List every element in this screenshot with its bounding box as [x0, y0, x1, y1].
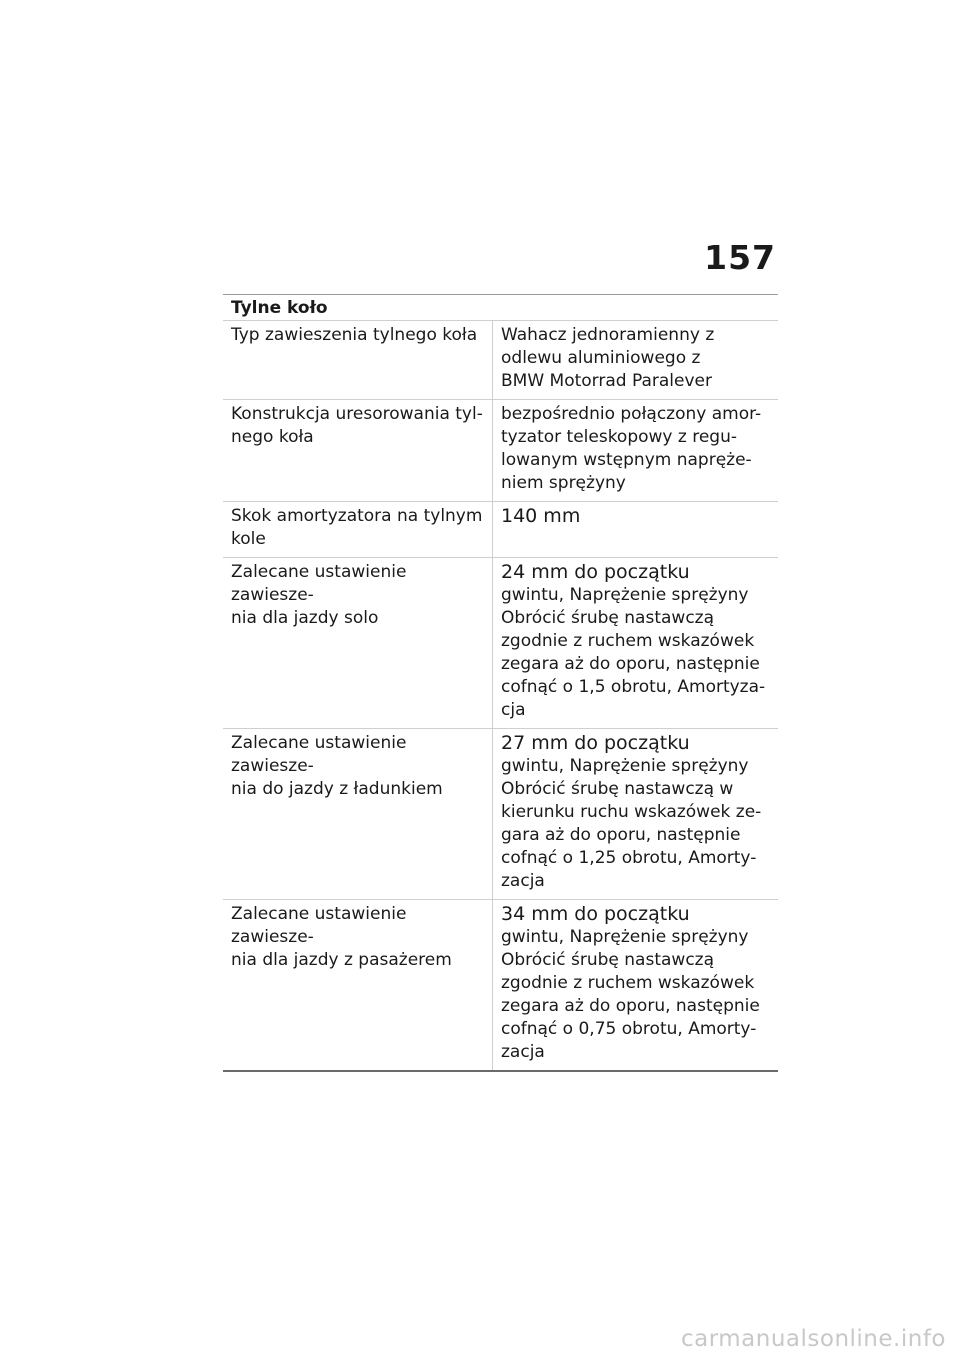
row-label [223, 729, 493, 899]
row-value [493, 558, 778, 728]
value-line: zegara aż do oporu, następnie [501, 996, 760, 1016]
value-line: gwintu, Naprężenie sprężyny [501, 927, 749, 947]
value-line: zacja [501, 871, 545, 891]
row-label [223, 558, 493, 728]
value-line: kierunku ruchu wskazówek ze- [501, 802, 762, 822]
value-line: odlewu aluminiowego z [501, 348, 701, 368]
value-line: gwintu, Naprężenie sprężyny [501, 585, 749, 605]
label-line: Konstrukcja uresorowania tyl- [231, 404, 483, 424]
row-label [223, 502, 493, 557]
label-line: Zalecane ustawienie zawiesze- [231, 904, 407, 947]
value-line: zgodnie z ruchem wskazówek [501, 973, 755, 993]
value-line: gwintu, Naprężenie sprężyny [501, 756, 749, 776]
row-value [493, 729, 778, 899]
value-line: BMW Motorrad Paralever [501, 371, 712, 391]
row-value [493, 400, 778, 501]
label-line: Zalecane ustawienie zawiesze- [231, 562, 407, 605]
label-line: nego koła [231, 427, 314, 447]
label-line: Skok amortyzatora na tylnym [231, 506, 483, 526]
row-value [493, 900, 778, 1070]
table-row [223, 558, 778, 729]
value-line: 34 mm do początku [501, 903, 690, 925]
value-line: niem sprężyny [501, 473, 626, 493]
row-label [223, 321, 493, 399]
value-line: zegara aż do oporu, następnie [501, 654, 760, 674]
value-line: Wahacz jednoramienny z [501, 325, 715, 345]
table-row [223, 502, 778, 558]
label-line: nia dla jazdy z pasażerem [231, 950, 452, 970]
value-line: cofnąć o 0,75 obrotu, Amorty- [501, 1019, 757, 1039]
label-line: Typ zawieszenia tylnego koła [231, 325, 478, 345]
table-row [223, 900, 778, 1070]
label-line: Zalecane ustawienie zawiesze- [231, 733, 407, 776]
value-line: cofnąć o 1,25 obrotu, Amorty- [501, 848, 757, 868]
page-number: 157 [704, 238, 776, 277]
table-row [223, 321, 778, 400]
value-line: Obrócić śrubę nastawczą [501, 608, 715, 628]
value-line: 24 mm do początku [501, 561, 690, 583]
label-line: kole [231, 529, 266, 549]
value-line: bezpośrednio połączony amor- [501, 404, 762, 424]
value-line: Obrócić śrubę nastawczą w [501, 779, 734, 799]
row-label [223, 400, 493, 501]
value-line: gara aż do oporu, następnie [501, 825, 741, 845]
value-line: tyzator teleskopowy z regu- [501, 427, 737, 447]
value-line: zacja [501, 1042, 545, 1062]
value-line: 27 mm do początku [501, 732, 690, 754]
row-value [493, 502, 778, 557]
table-heading: Tylne koło [223, 295, 778, 321]
value-line: lowanym wstępnym napręże- [501, 450, 752, 470]
row-value [493, 321, 778, 399]
value-line: 140 mm [501, 505, 581, 527]
label-line: nia do jazdy z ładunkiem [231, 779, 443, 799]
label-line: nia dla jazdy solo [231, 608, 379, 628]
spec-table [223, 294, 778, 1072]
table-row [223, 400, 778, 502]
value-line: cofnąć o 1,5 obrotu, Amortyza- [501, 677, 766, 697]
value-line: zgodnie z ruchem wskazówek [501, 631, 755, 651]
value-line: Obrócić śrubę nastawczą [501, 950, 715, 970]
table-row [223, 729, 778, 900]
row-label [223, 900, 493, 1070]
value-line: cja [501, 700, 526, 720]
watermark-text: carmanualsonline.info [680, 1326, 946, 1352]
